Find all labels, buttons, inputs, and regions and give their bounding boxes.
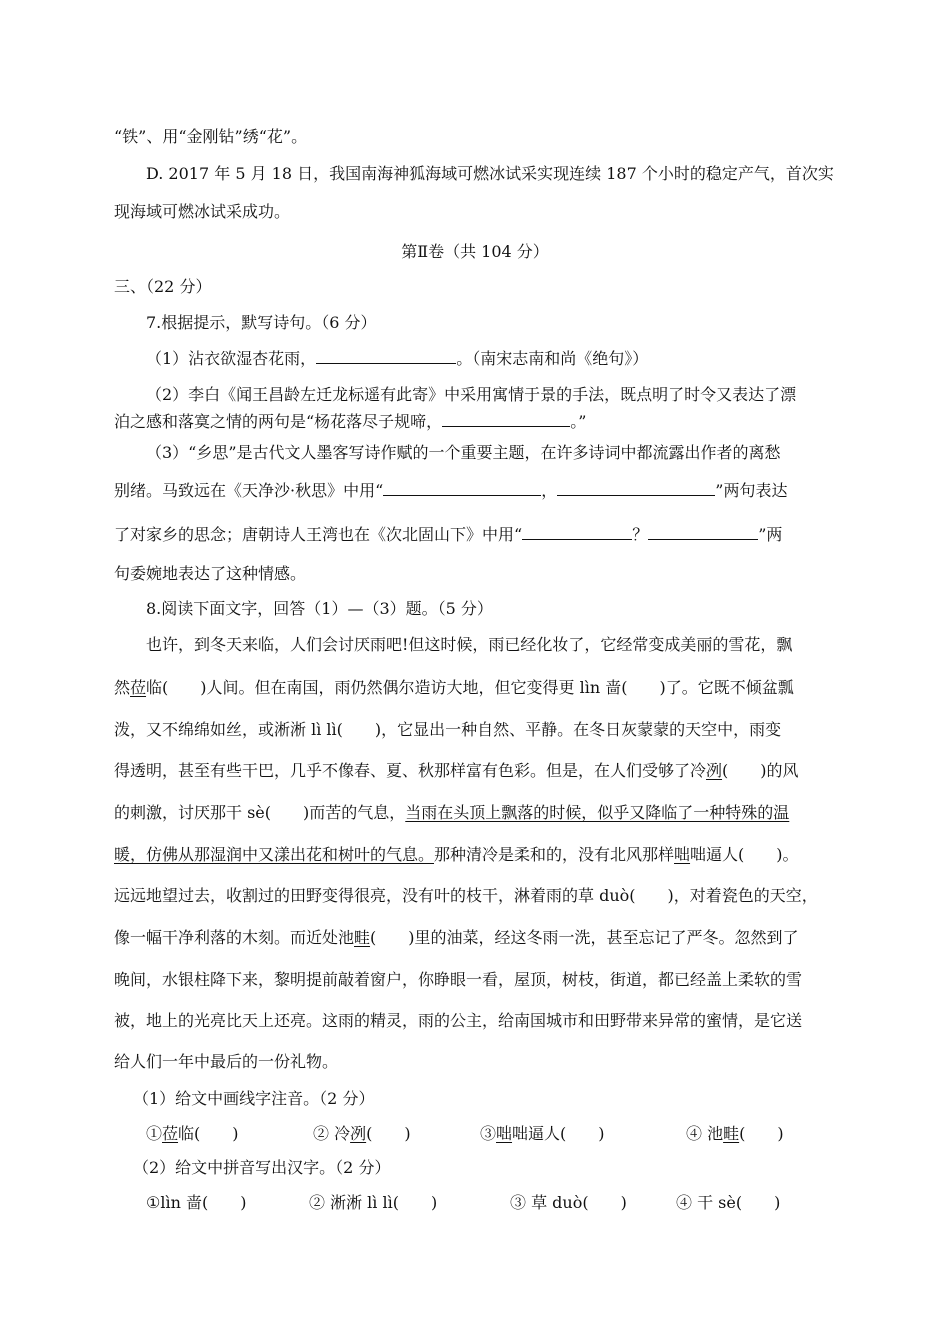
text-span: 临( )	[178, 1124, 239, 1143]
underlined-char: 冽	[350, 1124, 367, 1143]
answer-blank[interactable]	[522, 525, 632, 540]
option-d-line-2: 现海域可燃冰试采成功。	[114, 202, 291, 221]
q8-para-line-5	[114, 803, 789, 823]
volume-title: 第Ⅱ卷（共 104 分）	[401, 242, 549, 261]
text-span: ( )的风	[722, 761, 799, 780]
q8-para-line-4	[114, 761, 799, 781]
text-span: 那种清冷是柔和的，没有北风那样	[434, 845, 675, 864]
q8-sub1-item-3	[480, 1124, 605, 1144]
q8-sub1-title: （1）给文中画线字注音。（2 分）	[133, 1089, 375, 1108]
text-span: ( )里的油菜，经这冬雨一洗，甚至忘记了严冬。忽然到了	[370, 928, 799, 947]
q7-s3-text-c3: ”两	[758, 525, 783, 544]
q7-s2-text-b: 泊之感和落寞之情的两句是“杨花落尽子规啼，	[114, 412, 443, 431]
q8-sub2-item-4: ④ 干 sè( )	[676, 1193, 781, 1212]
answer-blank[interactable]	[648, 525, 758, 540]
option-d-line-1: D. 2017 年 5 月 18 日，我国南海神狐海域可燃冰试采实现连续 187 个小时的稳定产气，首次实	[146, 164, 834, 183]
text-span: ①	[146, 1124, 163, 1143]
q8-para-line-7: 远远地望过去，收割过的田野变得很亮，没有叶的枝干，淋着雨的草 duò( )，对着瓷色的天空，	[114, 886, 818, 905]
underlined-char: 莅	[130, 678, 147, 697]
q7-s3-text-b3: ”两句表达	[715, 481, 788, 500]
q8-sub2-item-2: ② 淅淅 lì lì( )	[309, 1193, 438, 1212]
q8-para-line-2	[114, 678, 794, 698]
answer-blank[interactable]	[557, 481, 715, 496]
q8-sub1-item-1	[146, 1124, 239, 1144]
underlined-char: 咄	[674, 845, 691, 864]
q7-s3-line-4: 句委婉地表达了这种情感。	[114, 564, 307, 583]
q7-s3-line-2	[114, 481, 787, 501]
q7-s2-text-c: 。”	[570, 412, 587, 431]
q8-title: 8.阅读下面文字，回答（1）—（3）题。（5 分）	[146, 599, 493, 618]
underlined-char: 畦	[723, 1124, 740, 1143]
text-span: 然	[114, 678, 131, 697]
q7-s2-line-2	[114, 412, 586, 432]
q7-s1	[146, 349, 648, 369]
text-span: 临( )人间。但在南国，雨仍然偶尔造访大地，但它变得更 lìn 啬( )了。它既不倾盆瓢	[146, 678, 794, 697]
underlined-char: 莅	[162, 1124, 179, 1143]
section-3-heading: 三、（22 分）	[114, 277, 212, 296]
continuation-line: “铁”、用“金刚钻”绣“花”。	[114, 127, 308, 146]
q8-sub1-item-4	[686, 1124, 784, 1144]
q7-s3-line-3	[114, 525, 782, 545]
q7-s3-text-b1: 别绪。马致远在《天净沙·秋思》中用“	[114, 481, 384, 500]
underlined-char: 畦	[354, 928, 371, 947]
q8-para-line-8	[114, 928, 799, 948]
underlined-sentence: 暖，仿佛从那湿润中又漾出花和树叶的气息。	[114, 845, 435, 864]
text-span: 咄逼人( )	[512, 1124, 605, 1143]
q7-s3-text-c2: ？	[632, 525, 649, 544]
q7-s1-text-a: （1）沾衣欲湿杏花雨，	[146, 349, 317, 368]
text-span: ( )	[739, 1124, 784, 1143]
q8-para-line-9: 晚间，水银柱降下来，黎明提前敲着窗户，你睁眼一看，屋顶，树枝，街道，都已经盖上柔软的雪	[114, 970, 803, 989]
answer-blank[interactable]	[383, 481, 541, 496]
text-span: ( )	[366, 1124, 411, 1143]
underlined-char: 冽	[706, 761, 723, 780]
text-span: ④ 池	[686, 1124, 724, 1143]
q7-s1-text-b: 。（南宋志南和尚《绝句》）	[456, 349, 649, 368]
q7-title: 7.根据提示，默写诗句。（6 分）	[146, 313, 377, 332]
q7-s3-text-b2: ，	[541, 481, 558, 500]
q8-para-line-11: 给人们一年中最后的一份礼物。	[114, 1052, 339, 1071]
text-span: 的刺激，讨厌那干 sè( )而苦的气息，	[114, 803, 406, 822]
q8-sub1-item-2	[313, 1124, 411, 1144]
q8-para-line-10: 被，地上的光亮比天上还亮。这雨的精灵，雨的公主，给南国城市和田野带来异常的蜜情，是它送	[114, 1011, 803, 1030]
text-span: ② 冷	[313, 1124, 351, 1143]
q8-sub2-item-1: ①lìn 啬( )	[146, 1193, 247, 1212]
q7-s3-line-1: （3）“乡思”是古代文人墨客写诗作赋的一个重要主题，在许多诗词中都流露出作者的离愁	[146, 443, 781, 462]
q7-s2-line-1: （2）李白《闻王昌龄左迁龙标遥有此寄》中采用寓情于景的手法，既点明了时令又表达了漂	[146, 385, 797, 404]
q7-s3-text-c1: 了对家乡的思念；唐朝诗人王湾也在《次北固山下》中用“	[114, 525, 523, 544]
q8-para-line-1: 也许，到冬天来临，人们会讨厌雨吧!但这时候，雨已经化妆了，它经常变成美丽的雪花，飘	[146, 635, 793, 654]
underlined-char: 咄	[496, 1124, 513, 1143]
text-span: 得透明，甚至有些干巴，几乎不像春、夏、秋那样富有色彩。但是，在人们受够了冷	[114, 761, 707, 780]
answer-blank[interactable]	[316, 349, 456, 364]
answer-blank[interactable]	[442, 412, 570, 427]
q8-para-line-3: 泼，又不绵绵如丝，或淅淅 lì lì( )，它显出一种自然、平静。在冬日灰蒙蒙的天空中，雨变	[114, 720, 782, 739]
q8-sub2-item-3: ③ 草 duò( )	[510, 1193, 627, 1212]
text-span: 像一幅干净利落的木刻。而近处池	[114, 928, 355, 947]
text-span: ③	[480, 1124, 497, 1143]
text-span: 咄逼人( )。	[690, 845, 799, 864]
underlined-sentence: 当雨在头顶上飘落的时候，似乎又降临了一种特殊的温	[405, 803, 790, 822]
q8-sub2-title: （2）给文中拼音写出汉字。（2 分）	[133, 1158, 391, 1177]
q8-para-line-6	[114, 845, 799, 865]
